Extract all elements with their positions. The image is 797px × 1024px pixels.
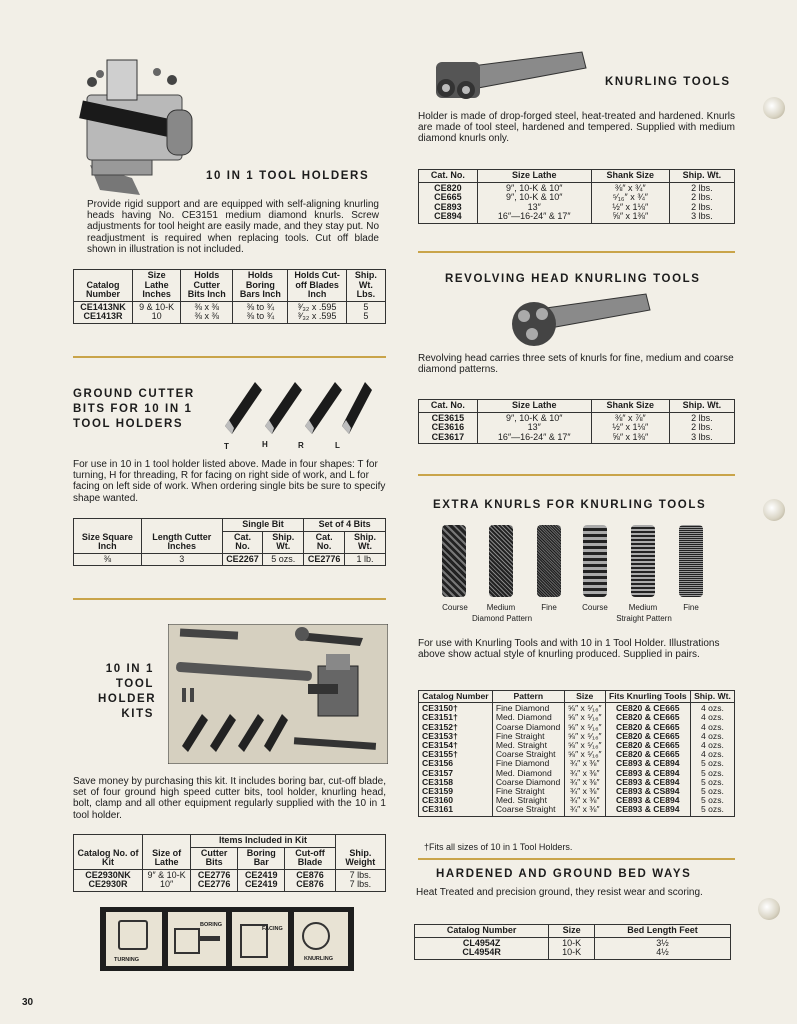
table-row [74,869,386,891]
extra-knurls-footnote: †Fits all sizes of 10 in 1 Tool Holders. [424,842,573,852]
th-size: Size [564,691,605,703]
table-row [415,937,731,959]
knurl-course-diamond [442,525,466,597]
table-row [74,553,386,566]
table-row [419,703,735,816]
cell: 3½ 4½ [594,937,730,959]
cell: ⅜ [74,553,142,566]
table-row [419,412,735,444]
revolving-table [418,399,735,444]
th-ship-wt: Ship. Wt. Lbs. [346,270,385,302]
operations-diagram [100,907,354,971]
table-row [419,182,735,223]
binder-hole-bottom [758,898,780,920]
cell: 4 ozs. 4 ozs. 4 ozs. 4 ozs. 4 ozs. 4 ozs. 5 ozs. 5 ozs. 5 ozs. 5 ozs. 5 ozs. 5 ozs. [690,703,734,816]
diagram-boring: BORING [168,912,226,966]
cell: 9″ & 10-K 10″ [142,869,190,891]
th-size-square: Size Square Inch [74,519,142,554]
shape-letter-l: L [335,441,340,450]
cutter-bits-title: GROUND CUTTER BITS FOR 10 IN 1 TOOL HOLDERS [73,388,195,430]
section-divider [418,858,735,860]
revolving-title: REVOLVING HEAD KNURLING TOOLS [445,273,701,285]
diamond-pattern-label: Diamond Pattern [471,614,533,623]
bed-ways-table [414,924,731,960]
th-pattern: Pattern [492,691,564,703]
th-ship-wt: Ship. Wt. [263,531,304,553]
th-set-of-4: Set of 4 Bits [304,519,386,532]
knurl-medium-straight [631,525,655,597]
cell: CE2419 CE2419 [238,869,285,891]
section-divider [418,251,735,253]
th-ship-wt: Ship. Wt. [344,531,385,553]
th-items-included: Items Included in Kit [191,835,335,848]
cell: Fine Diamond Med. Diamond Coarse Diamond Fine Straight Med. Straight Coarse Straight Fine Diamond Med. Diamond Coarse Diamond Fine Straight Med. Straight Coarse Straight [492,703,564,816]
shape-letter-t: T [224,442,229,451]
th-size-lathe: Size Lathe Inches [133,270,181,302]
cell: CE2930NK CE2930R [74,869,143,891]
th-ship-wt: Ship. Wt. [690,691,734,703]
th-catalog-number: Catalog Number [74,270,133,302]
cell: 10-K 10-K [549,937,595,959]
cell: CE876 CE876 [285,869,335,891]
cell: ⅝″ x ⁵⁄₁₆″ ⅝″ x ⁵⁄₁₆″ ⅝″ x ⁵⁄₁₆″ ⅝″ x ⁵⁄₁₆″ ⅝″ x ⁵⁄₁₆″ ⅝″ x ⁵⁄₁₆″ ¾″ x ⅜″ ¾″ x ⅜″ ¾″ x ⅜″ ¾″ x ⅜″ ¾″ x ⅜″ ¾″ x ⅜″ [564,703,605,816]
cell: ⅜″ x ¾″ ⁵⁄₁₆″ x ¾″ ½″ x 1⅛″ ⅝″ x 1⅜″ [591,182,669,223]
cell: CE820 & CE665 CE820 & CE665 CE820 & CE665 CE820 & CE665 CE820 & CE665 CE820 & CE665 CE893 & CE894 CE893 & CE894 CE893 & CE894 CE893 & CS894 CE893 & CE894 CE893 & CE894 [605,703,690,816]
th-cutoff-blade: Cut-off Blade [285,847,335,869]
section-divider [73,356,386,358]
knurl-label: Medium [628,603,658,612]
th-size: Size [549,925,595,938]
tool-holders-table [73,269,386,324]
cell: 2 lbs. 2 lbs. 2 lbs. 3 lbs. [669,182,734,223]
th-catalog-no-kit: Catalog No. of Kit [74,835,143,870]
cell: 1 lb. [344,553,385,566]
cell: CE2776 [304,553,345,566]
binder-hole-top [763,97,785,119]
th-ship-wt: Ship. Wt. [669,170,734,183]
knurl-fine-straight [679,525,703,597]
cell: ⅜ x ⅜ ⅜ x ⅜ [181,301,233,323]
th-cat-no: Cat. No. [304,531,345,553]
th-single-bit: Single Bit [222,519,304,532]
cell: 5 ozs. [263,553,304,566]
bed-ways-title: HARDENED AND GROUND BED WAYS [436,868,692,880]
shape-letter-r: R [298,441,304,450]
table-row [74,301,386,323]
th-cat-no: Cat. No. [222,531,263,553]
th-ship-wt: Ship. Wt. [669,400,734,413]
bed-ways-description: Heat Treated and precision ground, they resist wear and scoring. [416,887,703,898]
diagram-facing: FACING [232,912,288,966]
page-number: 30 [22,997,34,1008]
cell: CE2267 [222,553,263,566]
th-size-of-lathe: Size of Lathe [142,835,190,870]
knurling-tools-table [418,169,735,224]
cutter-bits-description: For use in 10 in 1 tool holder listed above. Made in four shapes: T for turning, H for threading, R for facing on right side of work, and L for facing on left side of work. When ordering single bits be sure to specify shape wanted. [73,459,386,504]
th-boring-bar: Boring Bar [238,847,285,869]
shape-letter-h: H [262,440,268,449]
extra-knurls-title: EXTRA KNURLS FOR KNURLING TOOLS [433,499,707,511]
cell: CE3150† CE3151† CE3152† CE3153† CE3154† CE3155† CE3156 CE3157 CE3158 CE3159 CE3160 CE3161 [419,703,493,816]
cell: ⅜″ x ⅞″ ½″ x 1⅛″ ⅝″ x 1⅜″ [591,412,669,444]
extra-knurls-table [418,690,735,817]
kits-table [73,834,386,892]
cell: 7 lbs. 7 lbs. [335,869,385,891]
th-cutter-bits: Cutter Bits [191,847,238,869]
tool-holder-photo [72,50,197,195]
tool-holders-title: 10 IN 1 TOOL HOLDERS [206,170,370,182]
cell: 9″, 10-K & 10″ 13″ 16″—16-24″ & 17″ [477,412,591,444]
kit-photo [168,624,388,764]
th-bed-length: Bed Length Feet [594,925,730,938]
diagram-turning: TURNING [106,912,162,966]
th-boring-bars: Holds Boring Bars Inch [233,270,288,302]
knurl-label: Course [582,603,608,612]
cell: CE820 CE665 CE893 CE894 [419,182,478,223]
cell: 9 & 10-K 10 [133,301,181,323]
th-cat-no: Cat. No. [419,400,478,413]
revolving-description: Revolving head carries three sets of knurls for fine, medium and coarse diamond patterns. [418,353,734,376]
th-size-lathe: Size Lathe [477,170,591,183]
cell: 3 [141,553,222,566]
cell: CL4954Z CL4954R [415,937,549,959]
knurling-tool-photo [432,48,592,106]
knurl-medium-diamond [489,525,513,597]
th-shank-size: Shank Size [591,170,669,183]
tool-holders-description: Provide rigid support and are equipped with self-aligning knurling heads having No. CE3151 medium diamond knurls. Screw adjustments for tool height are easily made, and they stay put. No readjustment is required when replacing tools. Cut off blade shown in illustration is not included. [87,199,379,255]
knurling-tools-title: KNURLING TOOLS [605,76,731,88]
section-divider [418,474,735,476]
extra-knurls-description: For use with Knurling Tools and with 10 in 1 Tool Holder. Illustrations above show actual style of knurling produced. Supplied in pairs. [418,638,720,661]
knurl-course-straight [583,525,607,597]
th-size-lathe: Size Lathe [477,400,591,413]
knurling-tools-description: Holder is made of drop-forged steel, heat-treated and hardened. Knurls are made of tool steel, hardened and tempered. Supplied with medium diamond knurls only. [418,111,735,145]
revolving-tool-photo [506,292,656,350]
cutter-bits-table [73,518,386,566]
cell: CE2776 CE2776 [191,869,238,891]
section-divider [73,598,386,600]
diagram-knurling: KNURLING [294,912,348,966]
cell: 2 lbs. 2 lbs. 3 lbs. [669,412,734,444]
kits-title: 10 IN 1 TOOL HOLDER KITS [98,663,157,720]
cell: ³⁄₃₂ x .595 ³⁄₃₂ x .595 [288,301,346,323]
knurl-label: Fine [541,603,557,612]
cell: 9″, 10-K & 10″ 9″, 10-K & 10″ 13″ 16″—16-24″ & 17″ [477,182,591,223]
cell: 5 5 [346,301,385,323]
knurl-label: Course [442,603,468,612]
th-catalog-number: Catalog Number [419,691,493,703]
cutter-bits-photo [220,376,380,438]
cell: CE1413NK CE1413R [74,301,133,323]
th-shank-size: Shank Size [591,400,669,413]
binder-hole-middle [763,499,785,521]
straight-pattern-label: Straight Pattern [616,614,672,623]
th-catalog-number: Catalog Number [415,925,549,938]
knurl-label: Fine [683,603,699,612]
knurl-fine-diamond [537,525,561,597]
cell: CE3615 CE3616 CE3617 [419,412,478,444]
th-fits-knurling-tools: Fits Knurling Tools [605,691,690,703]
th-cutoff-blades: Holds Cut-off Blades Inch [288,270,346,302]
cell: ⅜ to ¾ ⅜ to ¾ [233,301,288,323]
th-cutter-bits: Holds Cutter Bits Inch [181,270,233,302]
kits-description: Save money by purchasing this kit. It includes boring bar, cut-off blade, set of four ground high speed cutter bits, tool holder, knurling head, bolt, clamp and all other equipment regularly supplied with the 10 in 1 tool holder. [73,776,386,821]
th-ship-weight: Ship. Weight [335,835,385,870]
knurl-label: Medium [486,603,516,612]
th-length-cutter: Length Cutter Inches [141,519,222,554]
th-cat-no: Cat. No. [419,170,478,183]
